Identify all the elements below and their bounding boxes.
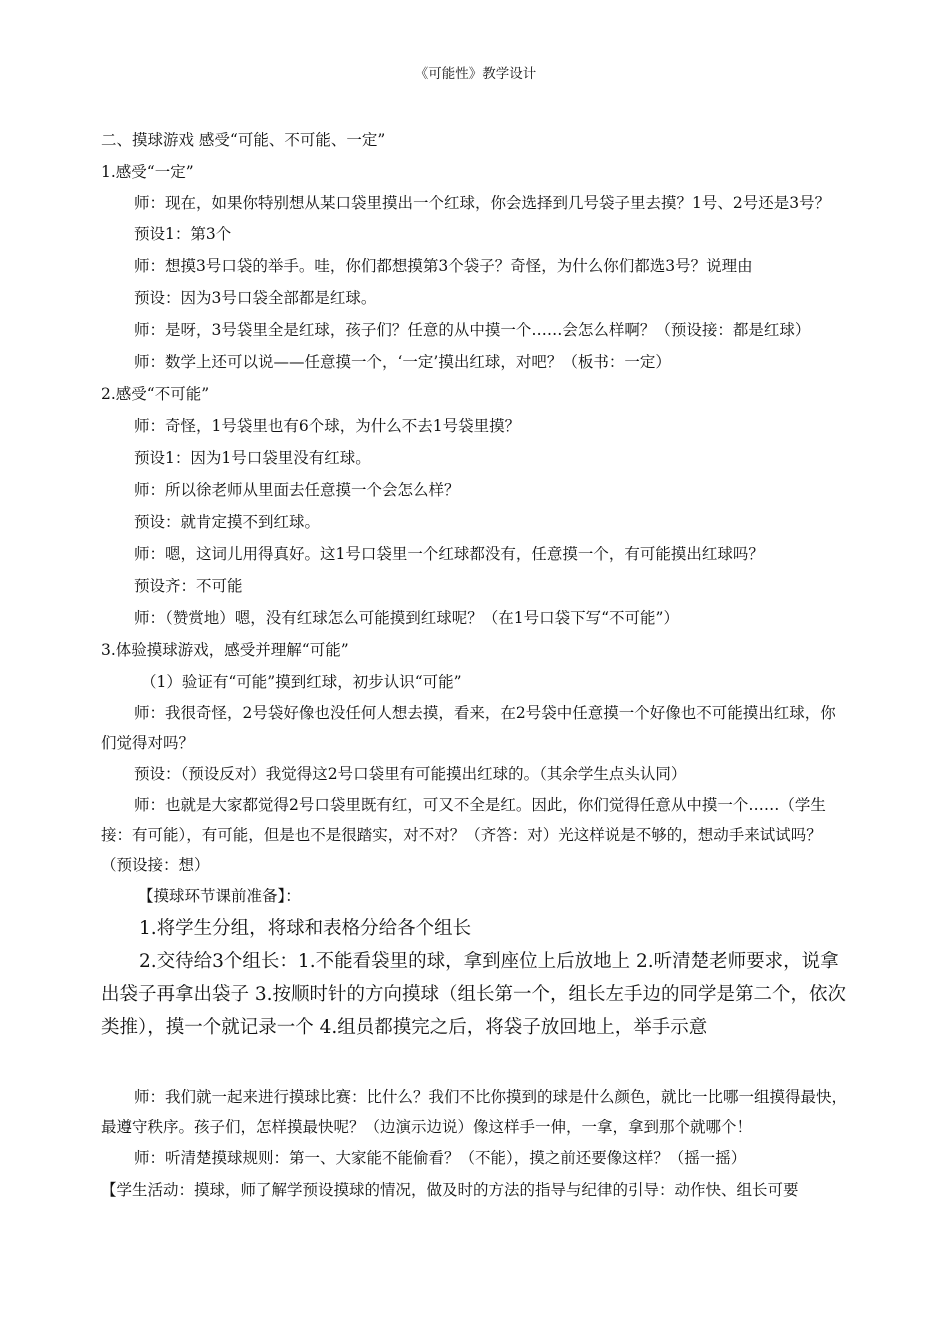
paragraph: 预设1：因为1号口袋里没有红球。 (134, 449, 371, 467)
paragraph: 预设：就肯定摸不到红球。 (134, 513, 321, 531)
paragraph: 师：听清楚摸球规则：第一、大家能不能偷看？（不能），摸之前还要像这样？（摇一摇） (134, 1149, 747, 1167)
prep-heading: 【摸球环节课前准备】： (138, 887, 301, 905)
activity-note: 【学生活动：摸球，师了解学预设摸球的情况，做及时的方法的指导与纪律的引导：动作快、组长可要 (101, 1181, 799, 1199)
subheading-certain: 1.感受“一定” (101, 163, 194, 181)
paragraph: 师：想摸3号口袋的举手。哇，你们都想摸第3个袋子？奇怪，为什么你们都选3号？说理由 (134, 257, 753, 275)
spacer (101, 1044, 850, 1082)
section-heading: 二、摸球游戏 感受“可能、不可能、一定” (101, 131, 386, 149)
paragraph: 师：现在，如果你特别想从某口袋里摸出一个红球，你会选择到几号袋子里去摸？1号、2号还是3号？ (134, 194, 831, 212)
paragraph: 师：我们就一起来进行摸球比赛：比什么？我们不比你摸到的球是什么颜色，就比一比哪一组摸得最快，最遵守秩序。孩子们，怎样摸最快呢？（边演示边说）像这样手一伸，一拿，拿到那个就哪个！ (101, 1088, 848, 1136)
paragraph: 预设1：第3个 (134, 225, 232, 243)
paragraph: 预设：（预设反对）我觉得这2号口袋里有可能摸出红球的。（其余学生点头认同） (134, 765, 687, 783)
paragraph: 师：（赞赏地）嗯，没有红球怎么可能摸到红球呢？（在1号口袋下写“不可能”） (134, 609, 679, 627)
paragraph: 预设齐：不可能 (134, 577, 243, 595)
paragraph: 预设：因为3号口袋全部都是红球。 (134, 289, 377, 307)
paragraph: 师：也就是大家都觉得2号口袋里既有红，可又不全是红。因此，你们觉得任意从中摸一个……（学生接：有可能），有可能，但是也不是很踏实，对不对？（齐答：对）光这样说是不够的，想动手来试试吗？（预设接：想） (101, 796, 826, 874)
paragraph: 师：嗯，这词儿用得真好。这1号口袋里一个红球都没有，任意摸一个，有可能摸出红球吗？ (134, 545, 764, 563)
paragraph: 师：奇怪，1号袋里也有6个球，为什么不去1号袋里摸？ (134, 417, 521, 435)
sub-subheading: （1）验证有“可能”摸到红球，初步认识“可能” (141, 673, 462, 691)
page-title: 《可能性》教学设计 (414, 66, 537, 82)
paragraph: 师：是呀，3号袋里全是红球，孩子们？任意的从中摸一个……会怎么样啊？（预设接：都是红球） (134, 321, 811, 339)
prep-item: 1.将学生分组，将球和表格分给各个组长 (139, 918, 472, 939)
paragraph: 师：我很奇怪，2号袋好像也没任何人想去摸，看来，在2号袋中任意摸一个好像也不可能摸出红球，你们觉得对吗？ (101, 704, 836, 752)
subheading-impossible: 2.感受“不可能” (101, 385, 210, 403)
paragraph: 师：数学上还可以说——任意摸一个，‘一定’摸出红球，对吧？（板书：一定） (134, 353, 671, 371)
paragraph: 师：所以徐老师从里面去任意摸一个会怎么样？ (134, 481, 460, 499)
prep-item: 2.交待给3个组长：1.不能看袋里的球，拿到座位上后放地上 2.听清楚老师要求，说拿出袋子再拿出袋子 3.按顺时针的方向摸球（组长第一个，组长左手边的同学是第二个，依次类推），摸一个就记录一个 4.组员都摸完之后，将袋子放回地上，举手示意 (101, 951, 847, 1038)
subheading-possible: 3.体验摸球游戏，感受并理解“可能” (101, 641, 349, 659)
